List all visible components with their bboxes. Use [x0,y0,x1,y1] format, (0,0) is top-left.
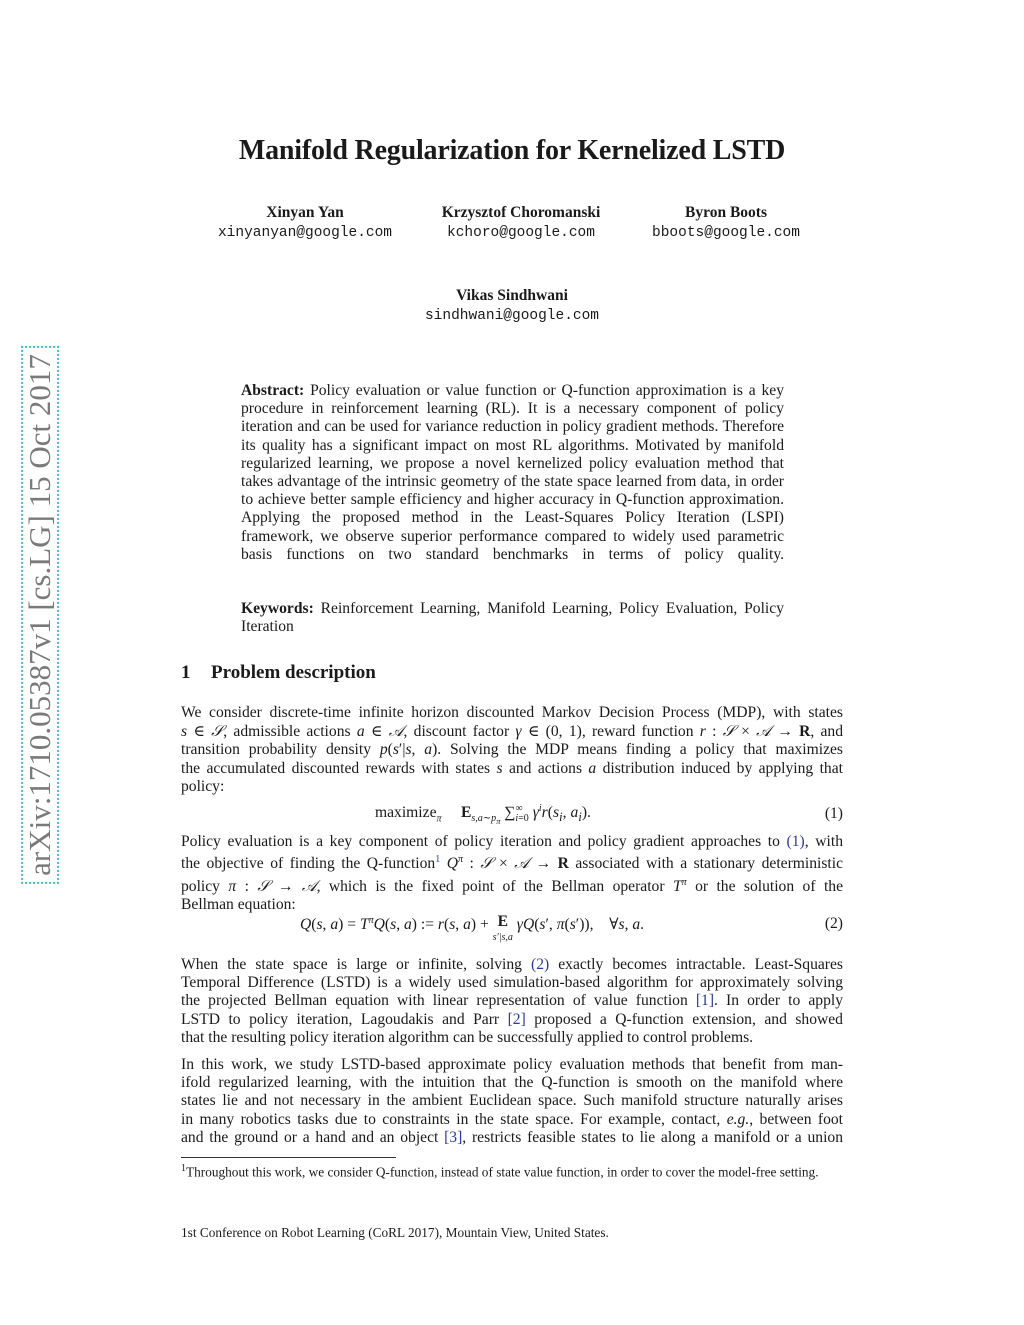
author-email[interactable]: sindhwani@google.com [424,308,600,324]
section-number: 1 [181,662,191,683]
author-email[interactable]: xinyanyan@google.com [217,225,393,241]
text-line: In this work, we study LSTD-based approximate policy evaluation methods that benefit from man- [181,1056,843,1073]
text-line: Temporal Difference (LSTD) is a widely used simulation-based algorithm for approximately solving [181,974,843,992]
text-line: s ∈ 𝒮, admissible actions a ∈ 𝒜, discount factor γ ∈ (0, 1), reward function r : 𝒮 × 𝒜 → R, and [181,722,844,741]
text-line: When the state space is large or infinite, solving (2) exactly becomes intractable. Least-Squares [181,956,843,973]
keywords [241,600,784,655]
author-name: Byron Boots [685,204,767,221]
text-line: and the ground or a hand and an object [3], restricts feasible states to lie along a manifold or a union [181,1128,843,1146]
text-line: Policy evaluation is a key component of policy iteration and policy gradient approaches to (1), with [181,833,843,850]
author-3 [576,203,876,243]
author-name: Krzysztof Choromanski [441,204,601,221]
paper-title: Manifold Regularization for Kernelized LSTD [238,135,786,166]
text-line: transition probability density p(s′|s, a). Solving the MDP means finding a policy that maximizes [181,741,844,759]
text-line: policy π : 𝒮 → 𝒜, which is the fixed point of the Bellman operator $T^\pi$ or the solution of the [181,876,843,895]
equation-number: (1) [824,805,843,822]
footnote-mark: 1 [181,1163,186,1174]
section-heading [181,662,376,684]
footnote [181,1160,843,1180]
equation-ref[interactable]: (1) [786,833,805,850]
author-4 [362,286,662,326]
text-line: in many robotics tasks due to constraints in the state space. For example, contact, e.g., between foot [181,1110,844,1128]
paragraph-3 [181,956,843,1065]
paragraph-1 [181,704,843,814]
footnote-ref[interactable]: 1 [435,854,441,866]
arxiv-stamp: arXiv:1710.05387v1 [cs.LG] 15 Oct 2017 [21,346,59,884]
venue-note: 1st Conference on Robot Learning (CoRL 2017), Mountain View, United States. [181,1225,609,1240]
footnote-text: Throughout this work, we consider Q-function, instead of state value function, in order to cover the model-free setting. [186,1164,819,1180]
text-line: LSTD to policy iteration, Lagoudakis and Parr [2] proposed a Q-function extension, and showed [181,1010,843,1028]
abstract [241,382,784,582]
citation-link[interactable]: [3] [444,1128,463,1146]
section-title: Problem description [211,662,376,683]
text-line: the projected Bellman equation with linear representation of value function [1]. In order to apply [181,992,844,1010]
text-line: We consider discrete-time infinite horizon discounted Markov Decision Process (MDP), with states [181,704,843,721]
text-line: ifold regularized learning, with the intuition that the Q-function is smooth on the manifold where [181,1074,843,1092]
author-name: Xinyan Yan [266,204,344,221]
text-line: states lie and not necessary in the ambient Euclidean space. Such manifold structure naturally arises [181,1092,843,1110]
author-email[interactable]: kchoro@google.com [447,225,595,241]
author-name: Vikas Sindhwani [456,287,568,304]
paragraph-4 [181,1056,843,1165]
keywords-label: Keywords: [241,600,314,617]
equation-1: maximize$_\pi$ $E_{s,a\sim p_\pi}$ ∑ ∞ i=0 $\gamma^ir(s_i$, $a_i$). [375,802,591,827]
equation-ref[interactable]: (2) [531,956,550,973]
text-line: policy: [181,777,225,795]
text-line: the accumulated discounted rewards with states s and actions a distribution induced by applying that [181,759,843,777]
text-line: that the resulting policy iteration algorithm can be successfully applied to control problems. [181,1028,754,1046]
author-email[interactable]: bboots@google.com [652,225,800,241]
keywords-text: Reinforcement Learning, Manifold Learning, Policy Evaluation, Policy Iteration [241,600,784,636]
equation-2: Q(s, $a) = T^\pi Q(s$, a) := r(s, a) + E s′|s,a γQ(s′, π(s′)), ∀s, a. [300,913,645,943]
citation-link[interactable]: [1] [695,992,715,1010]
abstract-text: Policy evaluation or value function or Q-function approximation is a key procedure in reinforcement learning (RL). It is a necessary component of policy iteration and can be used for variance reduction in policy gradient methods. Therefore its quality has a significant impact on most RL algorithms. Motivated by manifold regularized learning, we propose a novel kernelized policy evaluation method that takes advantage of the intrinsic geometry of the state space learned from data, in order to achieve better sample efficiency and higher accuracy in Q-function approximation. Applying the proposed method in the Least-Squares Policy Iteration (LSPI) framework, we observe superior performance compared to widely used parametric basis functions on two standard benchmarks in terms of policy quality. [241,382,784,563]
text-line: Bellman equation: [181,895,296,913]
abstract-label: Abstract: [241,382,305,399]
text-line: the objective of finding the Q-function$^1$ $Q^\pi$ : 𝒮 × 𝒜 → R associated with a stationary deterministic [181,854,844,873]
citation-link[interactable]: [2] [507,1010,526,1028]
equation-number: (2) [824,915,843,932]
footnote-rule [181,1157,396,1158]
